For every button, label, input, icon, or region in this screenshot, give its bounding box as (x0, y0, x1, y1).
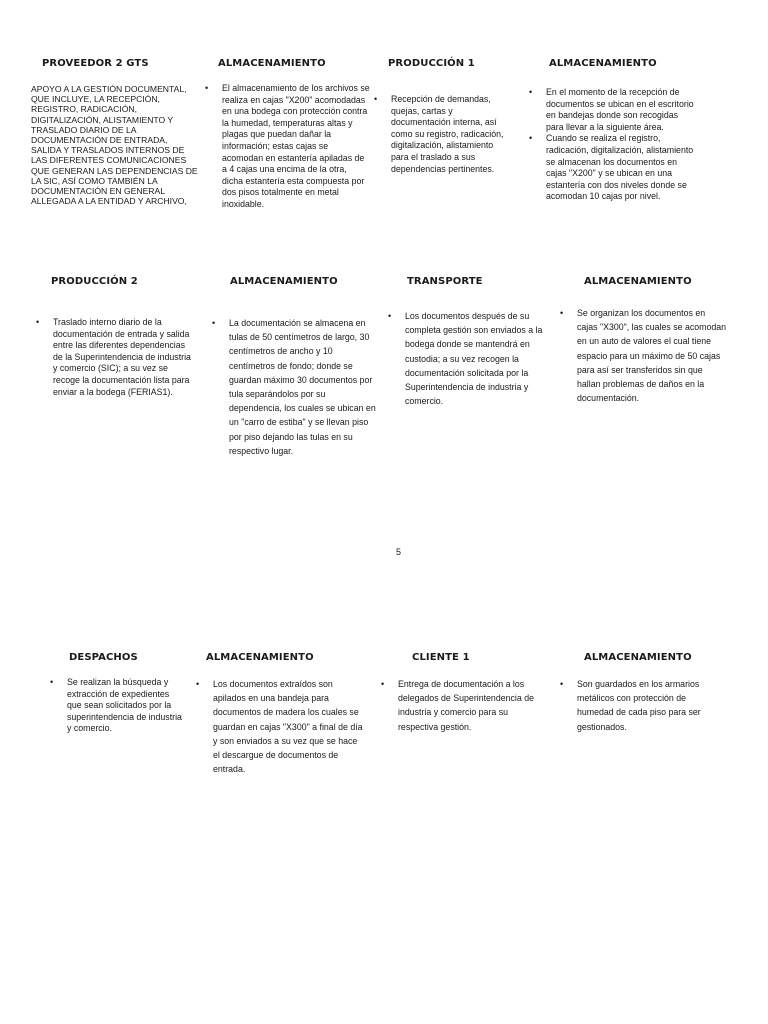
bullet-icon: • (36, 317, 40, 327)
list-almacenamiento-x200 (205, 83, 370, 211)
bullet-icon: • (205, 83, 209, 93)
heading-almacenamiento: ALMACENAMIENTO (584, 276, 692, 287)
page-number: 5 (396, 547, 402, 557)
bullet-icon: • (196, 679, 200, 689)
list-item: • El almacenamiento de los archivos se realiza en cajas "X200" acomodadas en una bodega con protección contra la humedad, temperaturas altas y plagas que puedan dañar la información; estas cajas se acomodan en estantería apiladas de a 4 cajas una encima de la otra, dicha estantería esta compuesta por dos pisos totalmente en metal inoxidable. (205, 83, 370, 209)
list-item: • Recepción de demandas, quejas, cartas y documentación interna, así como su registro, radicación, digitalización, alistamiento para el traslado a sus dependencias pertinentes. (374, 94, 504, 174)
bullet-icon: • (560, 679, 564, 689)
bullet-icon: • (381, 679, 385, 689)
list-despachos (50, 677, 185, 735)
list-item: • Se organizan los documentos en cajas "X300", las cuales se acomodan en un auto de valores el cual tiene espacio para un máximo de 50 cajas para así ser transferidos sin que hallan problemas de daños en la documentación. (560, 308, 727, 404)
heading-almacenamiento: ALMACENAMIENTO (218, 58, 326, 69)
list-item: • Entrega de documentación a los delegados de Superintendencia de industria y comercio para su respectiva gestión. (381, 679, 534, 732)
list-item: • Traslado interno diario de la documentación de entrada y salida entre las diferentes dependencias de la Superintendencia de industria y comercio (SIC); a su vez se recoge la documentación lista para enviar a la bodega (FERIAS1). (36, 317, 191, 397)
bullet-icon: • (560, 308, 564, 318)
list-almacenamiento-bandeja (196, 677, 365, 776)
heading-transporte: TRANSPORTE (407, 276, 483, 287)
list-cliente-1 (381, 677, 544, 734)
bullet-icon: • (388, 311, 392, 321)
list-produccion-1 (374, 94, 511, 175)
bullet-icon: • (529, 87, 533, 97)
heading-despachos: DESPACHOS (69, 652, 138, 663)
heading-cliente-1: CLIENTE 1 (412, 652, 470, 663)
list-almacenamiento-recepcion (529, 87, 696, 203)
list-item: • Se realizan la búsqueda y extracción de expedientes que sean solicitados por la superintendencia de industria y comercio. (50, 677, 182, 734)
list-item: • En el momento de la recepción de documentos se ubican en el escritorio en bandejas donde son recogidas para llevar a la siguiente área. (529, 87, 694, 132)
heading-almacenamiento: ALMACENAMIENTO (584, 652, 692, 663)
list-item: • Los documentos después de su completa gestión son enviados a la bodega donde se mantendrá en custodia; a su vez recogen la documentación solicitada por la Superintendencia de industria y comercio. (388, 311, 543, 407)
paragraph-apoyo-gestion-documental: APOYO A LA GESTIÓN DOCUMENTAL, QUE INCLUYE, LA RECEPCIÓN, REGISTRO, RADICACIÓN, DIGITALIZACIÓN, ALISTAMIENTO Y TRASLADO DIARIO DE LA DOCUMENTACIÓN DE ENTRADA, SALIDA Y TRASLADOS INTERNOS DE LAS DIFERENTES COMUNICACIONES QUE GENERAN LAS DEPENDENCIAS DE LA SIC, ASÍ COMO TAMBIÉN LA DOCUMENTACIÓN EN GENERAL ALLEGADA A LA ENTIDAD Y ARCHIVO, (31, 84, 198, 207)
list-almacenamiento-x300 (560, 306, 727, 405)
bullet-icon: • (374, 94, 378, 104)
heading-proveedor-2-gts: PROVEEDOR 2 GTS (42, 58, 149, 69)
list-transporte (388, 309, 557, 408)
heading-almacenamiento: ALMACENAMIENTO (230, 276, 338, 287)
bullet-icon: • (212, 318, 216, 328)
list-produccion-2 (36, 317, 196, 398)
heading-almacenamiento: ALMACENAMIENTO (206, 652, 314, 663)
list-almacenamiento-armarios (560, 677, 723, 734)
list-almacenamiento-tulas (212, 316, 379, 458)
bullet-icon: • (50, 677, 54, 687)
list-item: • Son guardados en los armarios metálicos con protección de humedad de cada piso para ser gestionados. (560, 679, 701, 732)
heading-produccion-2: PRODUCCIÓN 2 (51, 276, 138, 287)
list-item: • Cuando se realiza el registro, radicación, digitalización, alistamiento se almacenan los documentos en cajas "X200" y se ubican en una estantería con dos niveles donde se acomodan 10 cajas por nivel. (529, 133, 694, 202)
list-item: • Los documentos extraídos son apilados en una bandeja para documentos de madera los cuales se guardan en cajas "X300" a final de día y son enviados a su vez que se hace el descargue de documentos de entrada. (196, 679, 363, 775)
heading-almacenamiento: ALMACENAMIENTO (549, 58, 657, 69)
heading-produccion-1: PRODUCCIÓN 1 (388, 58, 475, 69)
bullet-icon: • (529, 133, 533, 144)
list-item: • La documentación se almacena en tulas de 50 centímetros de largo, 30 centímetros de ancho y 10 centímetros de fondo; donde se guardan máximo 30 documentos por tula separándolos por su dependencia, los cuales se ubican en un "carro de estiba" y se llevan piso por piso dejando las tulas en su respectivo lugar. (212, 318, 376, 456)
